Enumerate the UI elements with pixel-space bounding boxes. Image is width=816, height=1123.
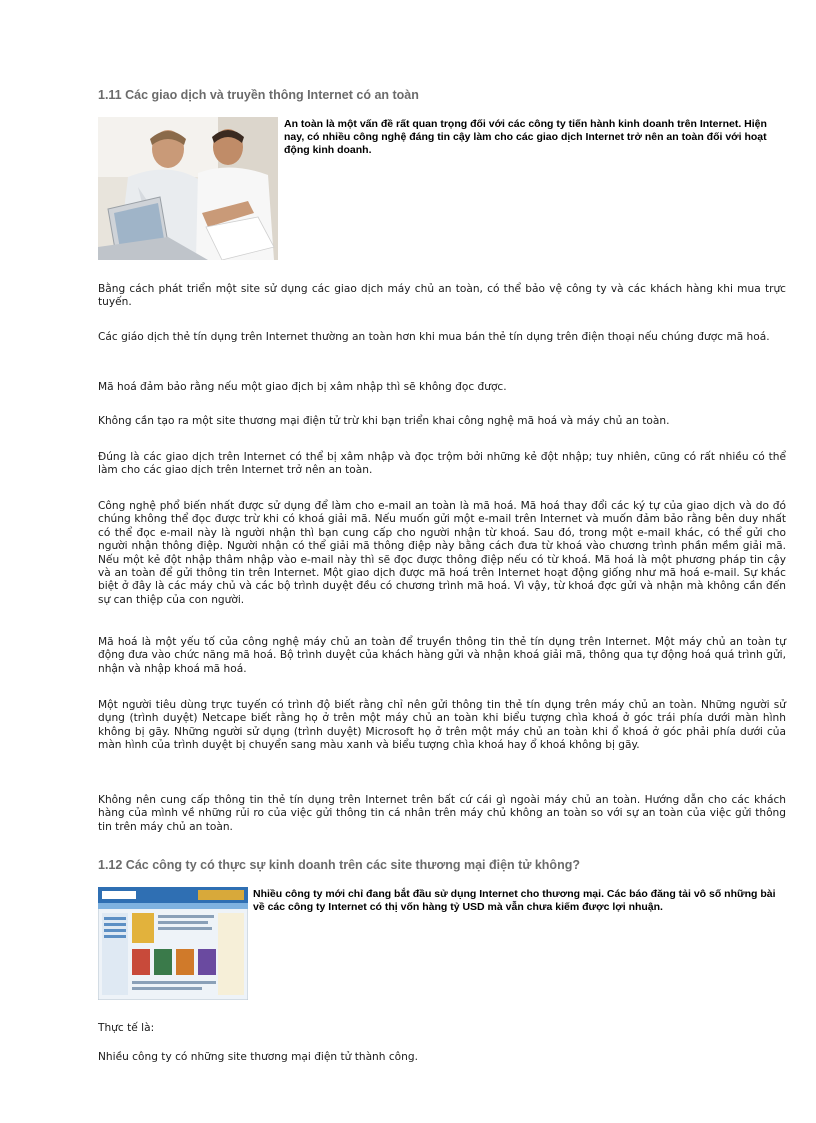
paragraph: Công nghệ phổ biến nhất được sử dụng để làm cho e-mail an toàn là mã hoá. Mã hoá thay đổi các ký tự của giao dịch và do đó chúng không thể đọc được trừ khi có khoá giải mã. Nếu muốn gửi một e-mail trên Internet và muốn đảm bảo rằng bên duy nhất có thể đọc e-mail này là người nhận thì bạn cung cấp cho người nhận từ khoá. Sau đó, trong một e-mail khác, có thể gửi cho người nhận thông điệp. Người nhận có thể giải mã thông điệp này bằng cách đưa từ khoá vào chương trình phần mềm giải mã. Nếu một kẻ đột nhập thâm nhập vào e-mail này thì sẽ đọc được thông điệp nếu có từ khoá. Mã hoá là một phương pháp tin cậy và an toàn để gửi thông tin trên Internet. Một giao dịch được mã hoá trên Internet hoạt động giống như mã hoá e-mail. Sự khác biệt ở đây là các máy chủ và các bộ trình duyệt đều có chương trình mã hoá. Vì vậy, từ khoá đợc gửi và nhận mà không cần đến sự can thiệp của con người. xyxy=(98,500,786,606)
section-heading-1-11: 1.11 Các giao dịch và truyền thông Internet có an toàn xyxy=(98,88,419,102)
paragraph: Bằng cách phát triển một site sử dụng các giao dịch máy chủ an toàn, có thể bảo vệ công ty và các khách hàng khi mua trực tuyến. xyxy=(98,283,786,309)
paragraph: Các giáo dịch thẻ tín dụng trên Internet thường an toàn hơn khi mua bán thẻ tín dụng trên điện thoại nếu chúng được mã hoá. xyxy=(98,331,770,343)
paragraph: Mã hoá là một yếu tố của công nghệ máy chủ an toàn để truyền thông tin thẻ tín dụng trên Internet. Một máy chủ an toàn tự động đưa vào chức năng mã hoá. Bộ trình duyệt của khách hàng gửi và nhận khoá giải mã, thông qua tự động hoá quá trình gửi, nhận và nhập khoá mã hoá. xyxy=(98,636,786,675)
paragraph: Không nên cung cấp thông tin thẻ tín dụng trên Internet trên bất cứ cái gì ngoài máy chủ an toàn. Hướng dẫn cho các khách hàng của mình về những rủi ro của việc gửi thông tin cá nhân trên máy chủ không an toàn so với sự an toàn của việc gửi thông tin trên máy chủ an toàn. xyxy=(98,794,786,833)
paragraph: Không cần tạo ra một site thương mại điện tử trừ khi bạn triển khai công nghệ mã hoá và máy chủ an toàn. xyxy=(98,415,670,427)
section-intro-1-12: Nhiều công ty mới chỉ đang bắt đầu sử dụng Internet cho thương mại. Các báo đăng tải vô số những bài về các công ty Internet có thị vốn hàng tỷ USD mà vẫn chưa kiếm được lợi nhuận. xyxy=(253,888,776,913)
paragraph: Thực tế là: xyxy=(98,1022,155,1034)
photo-two-men-laptop xyxy=(98,117,278,260)
paragraph: Mã hoá đảm bảo rằng nếu một giao địch bị xâm nhập thì sẽ không đọc được. xyxy=(98,381,507,393)
section-heading-1-12: 1.12 Các công ty có thực sự kinh doanh trên các site thương mại điện tử không? xyxy=(98,858,580,872)
section-intro-1-11: An toàn là một vấn đề rất quan trọng đối với các công ty tiến hành kinh doanh trên Internet. Hiện nay, có nhiều công nghệ đáng tin cậy làm cho các giao dịch Internet trở nên an toàn đối với hoạt động kinh doanh. xyxy=(284,118,767,156)
paragraph: Nhiều công ty có những site thương mại điện tử thành công. xyxy=(98,1051,418,1063)
paragraph: Đúng là các giao dịch trên Internet có thể bị xâm nhập và đọc trộm bởi những kẻ đột nhập; tuy nhiên, cũng có rất nhiều có thể làm cho các giao dịch trên Internet trở nên an toàn. xyxy=(98,451,786,477)
website-screenshot-image xyxy=(98,887,248,1000)
paragraph: Một người tiêu dùng trực tuyến có trình độ biết rằng chỉ nên gửi thông tin thẻ tín dụng trên máy chủ an toàn. Những người sử dụng (trình duyệt) Netcape biết rằng họ ở trên một máy chủ an toàn khi biểu tượng chìa khoá ở góc trái phía dưới màn hình không bị gãy. Những người sử dụng (trình duyệt) Microsoft họ ở trên một máy chủ an toàn khi ổ khoá ở góc phải phía dưới của màn hình của trình duyệt bị chuyển sang màu xanh và biểu tượng chìa khoá hay ổ khoá không bị gãy. xyxy=(98,699,786,752)
